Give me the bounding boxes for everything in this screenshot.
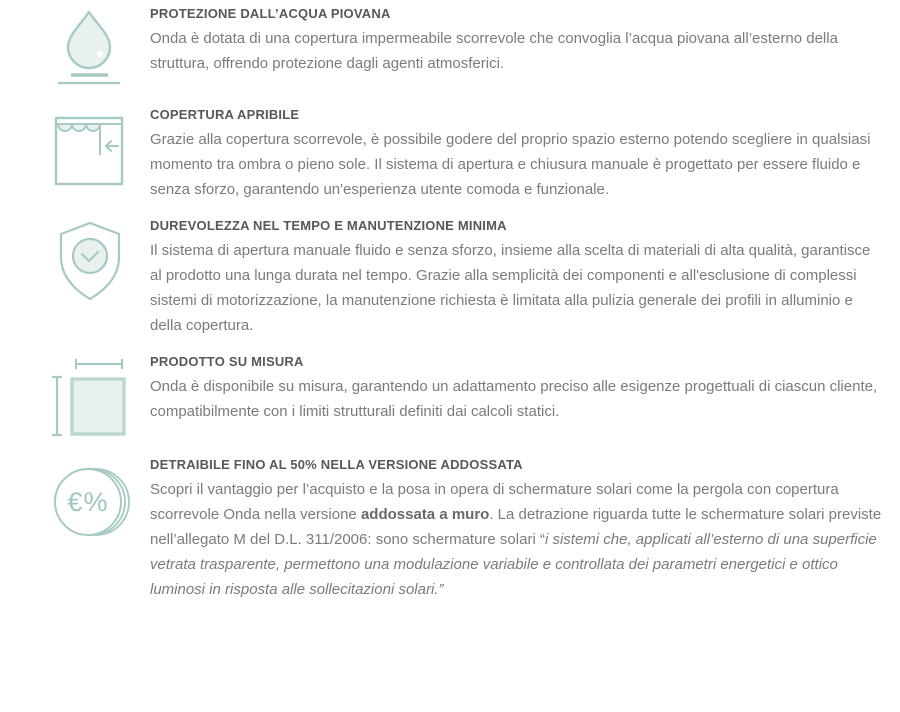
water-drop-icon: [48, 7, 150, 91]
feature-body: [150, 26, 882, 76]
feature-text-col: [150, 457, 882, 602]
feature-body-text: Grazie alla copertura scorrevole, è possibile godere del proprio spazio esterno potendo scegliere in qualsiasi momento tra ombra o pieno sole. Il sistema di apertura e chiusura manuale è progettato per essere fluido e senza sforzo, garantendo un'esperienza utente comoda e funzionale.: [150, 131, 871, 198]
feature-row-openable-cover: [48, 107, 882, 202]
feature-title: PROTEZIONE DALL’ACQUA PIOVANA: [150, 6, 391, 21]
awning-open-icon: [48, 108, 150, 194]
feature-body-text: . La detrazione riguarda tutte le schermature solari previste nell’allegato M del D.L. 311/2006: sono schermature solari “: [150, 506, 882, 548]
feature-body: [150, 127, 882, 202]
feature-row-made-to-measure: [48, 354, 882, 441]
feature-text-col: [150, 6, 882, 76]
feature-icon-col: [48, 457, 150, 548]
feature-body: [150, 374, 882, 424]
feature-title: PRODOTTO SU MISURA: [150, 354, 304, 369]
feature-row-rain-protection: [48, 6, 882, 91]
feature-text-col: [150, 354, 882, 424]
feature-body: [150, 238, 882, 338]
feature-title: COPERTURA APRIBILE: [150, 107, 300, 122]
feature-icon-col: [48, 6, 150, 91]
svg-text:€%: €%: [67, 487, 109, 517]
feature-title: DUREVOLEZZA NEL TEMPO E MANUTENZIONE MINIMA: [150, 218, 507, 233]
feature-body-quote-text: i sistemi che, applicati all’esterno di una superficie vetrata trasparente, permettono una modulazione variabile e controllata dei parametri energetici e ottico luminosi in risposta alle sollecitazioni solari.”: [150, 531, 877, 598]
feature-text-col: [150, 218, 882, 338]
feature-body-bold-text: addossata a muro: [360, 506, 490, 523]
feature-text-col: [150, 107, 882, 202]
euro-percent-coin-icon: [48, 458, 150, 548]
feature-body: [150, 477, 882, 602]
feature-icon-col: [48, 107, 150, 194]
feature-body-text: Il sistema di apertura manuale fluido e senza sforzo, insieme alla scelta di materiali di alta qualità, garantisce al prodotto una lunga durata nel tempo. Grazie alla semplicità dei componenti e all'esclusione di complessi sistemi di motorizzazione, la manutenzione richiesta è limitata alla pulizia generale dei profili in alluminio e della copertura.: [150, 242, 871, 334]
feature-icon-col: [48, 354, 150, 441]
feature-row-tax-deduction: [48, 457, 882, 602]
feature-body-text: Onda è dotata di una copertura impermeabile scorrevole che convoglia l’acqua piovana all’esterno della struttura, offrendo protezione dagli agenti atmosferici.: [150, 30, 838, 72]
measure-square-icon: [48, 355, 150, 441]
feature-icon-col: [48, 218, 150, 305]
feature-title: DETRAIBILE FINO AL 50% NELLA VERSIONE ADDOSSATA: [150, 457, 523, 472]
feature-body-text: Scopri il vantaggio per l’acquisto e la posa in opera di schermature solari come la pergola con copertura scorrevole Onda nella versione: [150, 481, 839, 523]
feature-body-text: Onda è disponibile su misura, garantendo un adattamento preciso alle esigenze progettuali di ciascun cliente, compatibilmente con i limiti strutturali definiti dai calcoli statici.: [150, 378, 878, 420]
feature-row-durability: [48, 218, 882, 338]
shield-clock-icon: [48, 219, 150, 305]
